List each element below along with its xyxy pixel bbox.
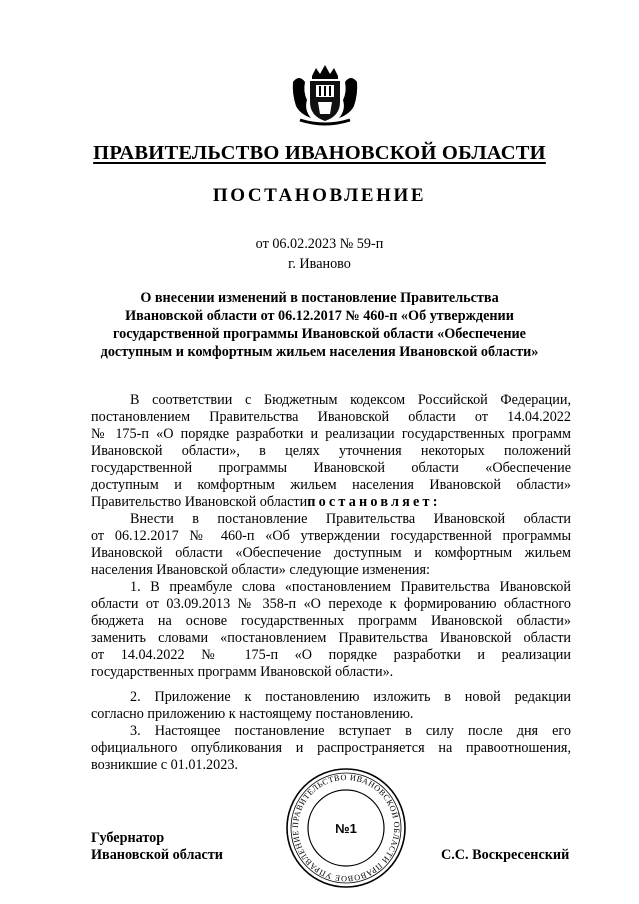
signatory-position: Губернатор (91, 830, 165, 846)
body-line: возникшие с 01.01.2023. (91, 757, 238, 773)
body-line: № 175-п «О порядке разработки и реализации государственных программ (91, 426, 571, 442)
body-line: 1. В преамбуле слова «постановлением Правительства Ивановской (130, 579, 571, 595)
body-line: согласно приложению к настоящему постановлению. (91, 706, 414, 722)
stamp-ring-text: ПРАВИТЕЛЬСТВО ИВАНОВСКОЙ ОБЛАСТИ ПРАВОВОЕ УПРАВЛЕНИЕ (290, 772, 402, 884)
signatory-position-region: Ивановской области (91, 847, 223, 863)
body-line-text: Правительство Ивановской области (91, 494, 308, 510)
body-line: официального опубликования и распространяется на правоотношения, (91, 740, 571, 756)
body-line: Внести в постановление Правительства Ивановской области (130, 511, 571, 527)
body-line: от 06.12.2017 № 460-п «Об утверждении государственной программы (91, 528, 571, 544)
body-line: Ивановской области», в целях уточнения некоторых положений (91, 443, 571, 459)
body-line: Ивановской области «Обеспечение доступным и комфортным жильем (91, 545, 571, 561)
body-line: 2. Приложение к постановлению изложить в новой редакции (130, 689, 571, 705)
body-line: области от 03.09.2013 № 358-п «О переходе к формированию областного (91, 596, 571, 612)
body-line: государственной программы Ивановской области «Обеспечение (91, 460, 571, 476)
body-line: государственных программ Ивановской области». (91, 664, 394, 680)
city: г. Иваново (288, 256, 351, 272)
body-line (91, 494, 571, 511)
body-line: доступным и комфортным жильем населения Ивановской области» (91, 477, 571, 493)
body-line: от 14.04.2022 № 175-п «О порядке разработки и реализации (91, 647, 571, 663)
title-line: Ивановской области от 06.12.2017 № 460-п «Об утверждении (125, 308, 514, 324)
body-line: 3. Настоящее постановление вступает в силу после дня его (130, 723, 571, 739)
signatory-name: С.С. Воскресенский (441, 847, 570, 863)
body-line: заменить словами «постановлением Правительства Ивановской области (91, 630, 571, 646)
body-line: В соответствии с Бюджетным кодексом Российской Федерации, (130, 392, 571, 408)
organization-title: ПРАВИТЕЛЬСТВО ИВАНОВСКОЙ ОБЛАСТИ (93, 142, 546, 164)
document-type: ПОСТАНОВЛЕНИЕ (212, 185, 427, 206)
decree-word: постановляет: (307, 494, 441, 510)
body-line: населения Ивановской области» следующие изменения: (91, 562, 430, 578)
body-line: бюджета на основе государственных программ Ивановской области» (91, 613, 571, 629)
title-line: государственной программы Ивановской области «Обеспечение (113, 326, 526, 342)
stamp-number: №1 (335, 821, 357, 836)
body-line: постановлением Правительства Ивановской области от 14.04.2022 (91, 409, 571, 425)
title-line: О внесении изменений в постановление Правительства (140, 290, 499, 306)
coat-of-arms-emblem (290, 62, 360, 128)
date-number: от 06.02.2023 № 59-п (255, 236, 384, 252)
title-line: доступным и комфортным жильем населения Ивановской области» (100, 344, 539, 360)
official-stamp (285, 767, 407, 889)
